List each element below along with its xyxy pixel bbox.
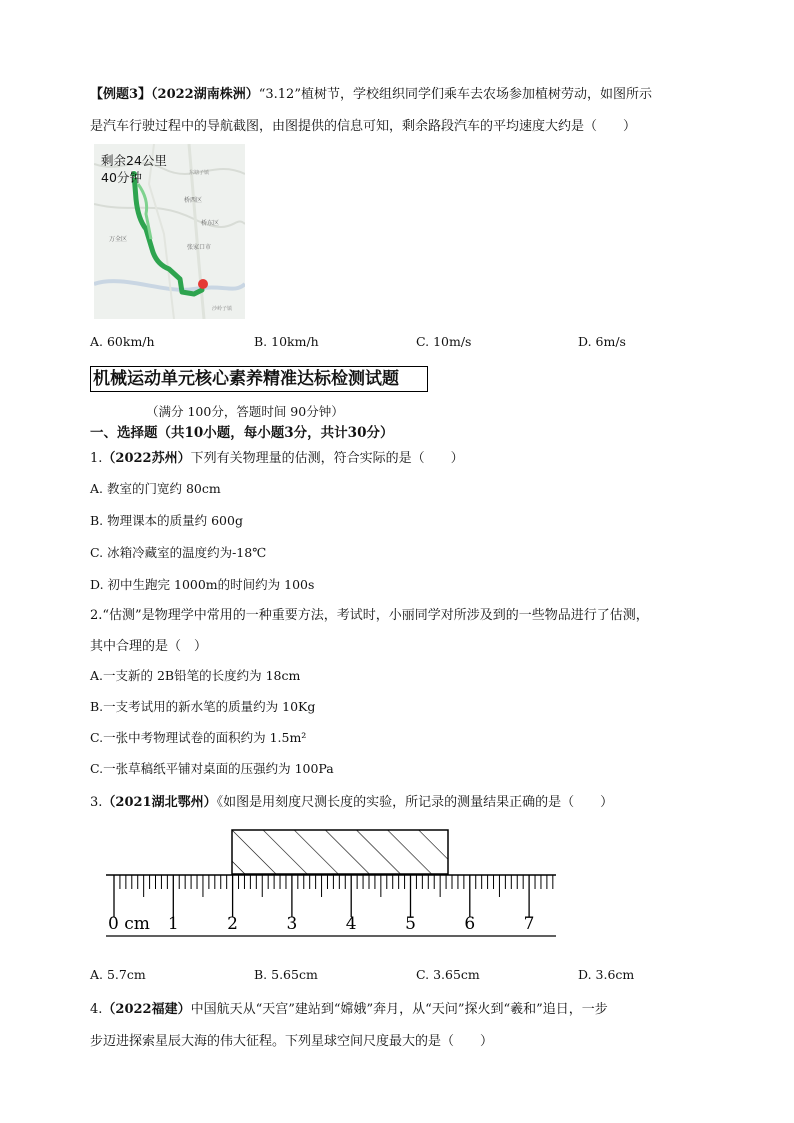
question-3-text: 《如图是用刻度尺测长度的实验，所记录的测量结果正确的是（ ） <box>216 795 614 810</box>
question-2-option-a: A.一支新的 2B铅笔的长度约为 18cm <box>90 668 301 683</box>
example3-option-c: C. 10m/s <box>416 334 472 349</box>
destination-marker-icon <box>198 279 208 289</box>
example3-option-b: B. 10km/h <box>254 334 319 349</box>
map-place: 桥西区 <box>184 197 203 204</box>
question-4-stem-line2: 步迈进探索星辰大海的伟大征程。下列星球空间尺度最大的是（ ） <box>90 1034 494 1049</box>
ruler-label: 1 <box>167 914 179 934</box>
ruler-label: 4 <box>345 914 357 934</box>
ruler-labels <box>108 914 535 934</box>
question-1-number: 1. <box>90 451 103 466</box>
map-distance: 剩余24公里 <box>101 153 167 168</box>
question-1-option-c: C. 冰箱冷藏室的温度约为-18℃ <box>90 545 267 560</box>
ruler-ticks <box>114 875 553 917</box>
question-1-option-b: B. 物理课本的质量约 600g <box>90 513 243 528</box>
map-place: 东塘子镇 <box>189 170 210 176</box>
test-title: 机械运动单元核心素养精准达标检测试题 <box>90 366 428 392</box>
question-4-source: （2022福建） <box>102 1002 191 1017</box>
question-2-option-d: C.一张草稿纸平铺对桌面的压强约为 100Pa <box>90 761 334 776</box>
question-3-number: 3. <box>90 795 103 810</box>
test-subtitle: （满分 100分，答题时间 90分钟） <box>146 404 344 419</box>
question-3-option-a: A. 5.7cm <box>90 967 146 982</box>
question-1-source: （2022苏州） <box>102 451 191 466</box>
example3-source: （2022湖南株洲） <box>151 87 259 102</box>
map-place: 沙岭子镇 <box>212 306 233 312</box>
map-place: 张家口市 <box>187 244 212 251</box>
question-3-option-b: B. 5.65cm <box>254 967 318 982</box>
ruler-label: 7 <box>523 914 535 934</box>
ruler-label: 6 <box>464 914 476 934</box>
section-heading: 一、选择题（共10小题，每小题3分，共计30分） <box>90 425 394 441</box>
ruler-label: 0 cm <box>108 914 150 934</box>
map-place: 万全区 <box>109 236 128 243</box>
question-3-option-d: D. 3.6cm <box>578 967 635 982</box>
ruler-figure <box>104 826 560 941</box>
question-3-source: （2021湖北鄂州） <box>102 795 217 810</box>
example3-option-d: D. 6m/s <box>578 334 626 349</box>
question-1-option-d: D. 初中生跑完 1000m的时间约为 100s <box>90 577 315 592</box>
question-2-stem-line2: 其中合理的是（ ） <box>90 639 208 654</box>
example3-tag: 【例题3】 <box>90 87 152 102</box>
question-4-stem-line1 <box>90 998 608 1017</box>
question-2-option-b: B.一支考试用的新水笔的质量约为 10Kg <box>90 699 316 714</box>
question-2-stem-line1: 2.“估测”是物理学中常用的一种重要方法，考试时，小丽同学对所涉及到的一些物品进行了估测， <box>90 608 649 623</box>
measured-block <box>232 830 448 874</box>
navigation-map <box>94 144 245 319</box>
ruler-label: 5 <box>405 914 416 934</box>
question-1-option-a: A. 教室的门宽约 80cm <box>90 481 221 496</box>
ruler-label: 3 <box>286 914 298 934</box>
question-4-text: 中国航天从“天宫”建站到“嫦娥”奔月，从“天问”探火到“羲和”追日，一步 <box>190 1002 608 1017</box>
ruler-label: 2 <box>227 914 239 934</box>
question-2-option-c: C.一张中考物理试卷的面积约为 1.5m² <box>90 730 307 745</box>
question-4-number: 4. <box>90 1002 103 1017</box>
question-3-stem <box>90 791 613 810</box>
map-place: 桥东区 <box>201 220 220 227</box>
example3-stem-part1: “3.12”植树节，学校组织同学们乘车去农场参加植树劳动，如图所示 <box>258 87 652 102</box>
map-time: 40分钟 <box>101 170 142 185</box>
question-1-text: 下列有关物理量的估测，符合实际的是（ ） <box>190 451 464 466</box>
question-3-option-c: C. 3.65cm <box>416 967 480 982</box>
example3-line1 <box>90 83 652 102</box>
question-1-stem <box>90 447 464 466</box>
example3-line2: 是汽车行驶过程中的导航截图，由图提供的信息可知，剩余路段汽车的平均速度大约是（ ） <box>90 119 637 134</box>
example3-option-a: A. 60km/h <box>90 334 155 349</box>
